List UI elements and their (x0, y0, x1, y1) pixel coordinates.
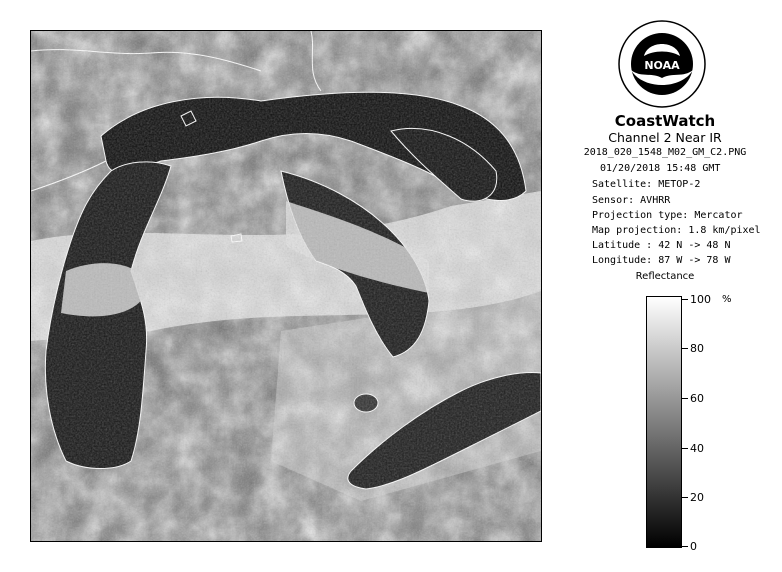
info-panel (560, 20, 770, 560)
sensor: Sensor: AVHRR (592, 195, 671, 206)
scale-tick (682, 299, 688, 300)
scale-tick-label: 40 (690, 442, 704, 455)
latitude-range: Latitude : 42 N -> 48 N (592, 240, 731, 251)
scale-tick-label: 100 (690, 293, 711, 306)
scale-tick (682, 497, 688, 498)
filename: 2018_020_1548_M02_GM_C2.PNG (583, 147, 747, 158)
map-projection: Map projection: 1.8 km/pixel (592, 225, 761, 236)
projection-type: Projection type: Mercator (592, 210, 743, 221)
reflectance-scale-bar (646, 296, 682, 548)
channel-subtitle: Channel 2 Near IR (608, 130, 722, 145)
logo-text: NOAA (644, 59, 680, 72)
product-title: CoastWatch (614, 112, 716, 130)
speckle-overlay (31, 31, 541, 541)
scale-unit: % (722, 294, 732, 305)
satellite-image (30, 30, 542, 542)
noaa-emblem-icon (618, 20, 706, 108)
scale-tick-label: 60 (690, 392, 704, 405)
scale-tick-label: 20 (690, 491, 704, 504)
datetime: 01/20/2018 15:48 GMT (600, 163, 721, 174)
longitude-range: Longitude: 87 W -> 78 W (592, 255, 731, 266)
scale-tick-label: 80 (690, 342, 704, 355)
satellite: Satellite: METOP-2 (592, 179, 701, 190)
scale-label: Reflectance (635, 271, 695, 282)
satellite-svg (31, 31, 541, 541)
scale-tick-label: 0 (690, 540, 697, 553)
scale-tick (682, 398, 688, 399)
scale-tick (682, 348, 688, 349)
scale-tick (682, 448, 688, 449)
noaa-logo (618, 20, 706, 108)
scale-tick (682, 546, 688, 547)
